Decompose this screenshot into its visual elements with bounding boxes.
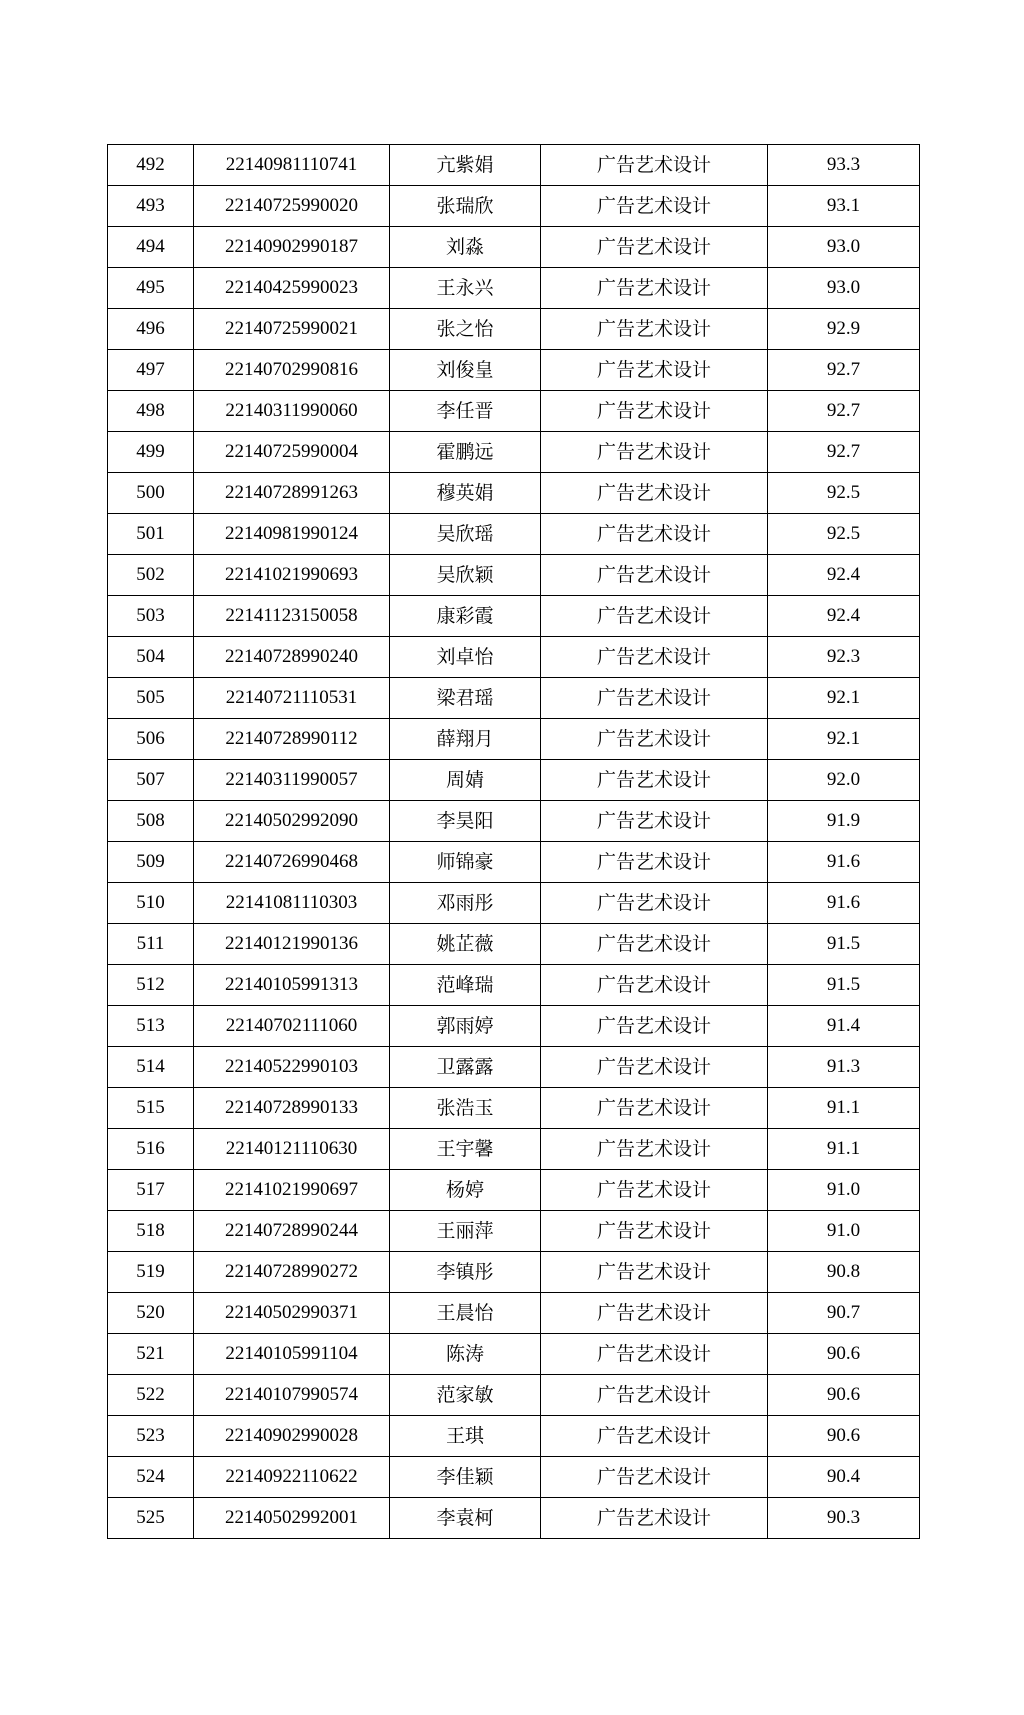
seq-cell: 504	[108, 637, 194, 678]
table-row	[108, 1129, 920, 1170]
name-cell: 亢紫娟	[390, 145, 541, 186]
major-cell: 广告艺术设计	[541, 473, 768, 514]
score-cell: 91.1	[768, 1129, 920, 1170]
table-row	[108, 1457, 920, 1498]
exam-id-cell: 22140728990133	[194, 1088, 390, 1129]
name-cell: 刘卓怡	[390, 637, 541, 678]
major-cell: 广告艺术设计	[541, 1416, 768, 1457]
exam-id-cell: 22141123150058	[194, 596, 390, 637]
table-row	[108, 1375, 920, 1416]
name-cell: 梁君瑶	[390, 678, 541, 719]
score-cell: 92.4	[768, 555, 920, 596]
seq-cell: 508	[108, 801, 194, 842]
name-cell: 刘淼	[390, 227, 541, 268]
table-row	[108, 309, 920, 350]
major-cell: 广告艺术设计	[541, 924, 768, 965]
seq-cell: 523	[108, 1416, 194, 1457]
name-cell: 王晨怡	[390, 1293, 541, 1334]
seq-cell: 520	[108, 1293, 194, 1334]
major-cell: 广告艺术设计	[541, 555, 768, 596]
exam-id-cell: 22140728990272	[194, 1252, 390, 1293]
name-cell: 李任晋	[390, 391, 541, 432]
major-cell: 广告艺术设计	[541, 1088, 768, 1129]
seq-cell: 494	[108, 227, 194, 268]
exam-id-cell: 22141021990693	[194, 555, 390, 596]
name-cell: 吴欣瑶	[390, 514, 541, 555]
exam-id-cell: 22140981110741	[194, 145, 390, 186]
score-cell: 92.9	[768, 309, 920, 350]
table-row	[108, 227, 920, 268]
score-table-body	[108, 145, 920, 1539]
name-cell: 刘俊皇	[390, 350, 541, 391]
score-cell: 90.7	[768, 1293, 920, 1334]
score-cell: 92.1	[768, 678, 920, 719]
score-cell: 91.0	[768, 1170, 920, 1211]
name-cell: 霍鹏远	[390, 432, 541, 473]
name-cell: 张瑞欣	[390, 186, 541, 227]
seq-cell: 514	[108, 1047, 194, 1088]
exam-id-cell: 22140728991263	[194, 473, 390, 514]
seq-cell: 522	[108, 1375, 194, 1416]
name-cell: 卫露露	[390, 1047, 541, 1088]
name-cell: 李镇彤	[390, 1252, 541, 1293]
name-cell: 李袁柯	[390, 1498, 541, 1539]
table-row	[108, 1293, 920, 1334]
name-cell: 李昊阳	[390, 801, 541, 842]
name-cell: 杨婷	[390, 1170, 541, 1211]
table-row	[108, 1252, 920, 1293]
name-cell: 薛翔月	[390, 719, 541, 760]
exam-id-cell: 22140502990371	[194, 1293, 390, 1334]
major-cell: 广告艺术设计	[541, 883, 768, 924]
seq-cell: 519	[108, 1252, 194, 1293]
table-row	[108, 1088, 920, 1129]
exam-id-cell: 22140725990021	[194, 309, 390, 350]
table-row	[108, 760, 920, 801]
major-cell: 广告艺术设计	[541, 1375, 768, 1416]
score-cell: 91.3	[768, 1047, 920, 1088]
name-cell: 王琪	[390, 1416, 541, 1457]
major-cell: 广告艺术设计	[541, 186, 768, 227]
score-cell: 91.5	[768, 965, 920, 1006]
score-cell: 90.3	[768, 1498, 920, 1539]
name-cell: 王永兴	[390, 268, 541, 309]
seq-cell: 507	[108, 760, 194, 801]
score-cell: 92.5	[768, 473, 920, 514]
score-cell: 91.6	[768, 883, 920, 924]
major-cell: 广告艺术设计	[541, 596, 768, 637]
seq-cell: 493	[108, 186, 194, 227]
seq-cell: 521	[108, 1334, 194, 1375]
score-cell: 91.9	[768, 801, 920, 842]
seq-cell: 506	[108, 719, 194, 760]
major-cell: 广告艺术设计	[541, 432, 768, 473]
exam-id-cell: 22140311990060	[194, 391, 390, 432]
table-row	[108, 1498, 920, 1539]
major-cell: 广告艺术设计	[541, 678, 768, 719]
table-row	[108, 965, 920, 1006]
exam-id-cell: 22140522990103	[194, 1047, 390, 1088]
seq-cell: 524	[108, 1457, 194, 1498]
exam-id-cell: 22140702111060	[194, 1006, 390, 1047]
exam-id-cell: 22140902990028	[194, 1416, 390, 1457]
seq-cell: 512	[108, 965, 194, 1006]
name-cell: 康彩霞	[390, 596, 541, 637]
table-row	[108, 883, 920, 924]
seq-cell: 513	[108, 1006, 194, 1047]
table-row	[108, 596, 920, 637]
score-cell: 93.0	[768, 268, 920, 309]
name-cell: 吴欣颖	[390, 555, 541, 596]
table-row	[108, 514, 920, 555]
major-cell: 广告艺术设计	[541, 1129, 768, 1170]
seq-cell: 511	[108, 924, 194, 965]
name-cell: 李佳颖	[390, 1457, 541, 1498]
exam-id-cell: 22140721110531	[194, 678, 390, 719]
exam-id-cell: 22140728990112	[194, 719, 390, 760]
exam-id-cell: 22140728990240	[194, 637, 390, 678]
name-cell: 周婧	[390, 760, 541, 801]
seq-cell: 505	[108, 678, 194, 719]
major-cell: 广告艺术设计	[541, 1334, 768, 1375]
table-row	[108, 1211, 920, 1252]
seq-cell: 518	[108, 1211, 194, 1252]
score-cell: 92.1	[768, 719, 920, 760]
name-cell: 范家敏	[390, 1375, 541, 1416]
score-cell: 93.1	[768, 186, 920, 227]
table-row	[108, 1416, 920, 1457]
score-cell: 90.6	[768, 1375, 920, 1416]
score-cell: 91.1	[768, 1088, 920, 1129]
major-cell: 广告艺术设计	[541, 1293, 768, 1334]
score-cell: 92.3	[768, 637, 920, 678]
major-cell: 广告艺术设计	[541, 350, 768, 391]
exam-id-cell: 22140728990244	[194, 1211, 390, 1252]
seq-cell: 503	[108, 596, 194, 637]
exam-id-cell: 22140105991104	[194, 1334, 390, 1375]
major-cell: 广告艺术设计	[541, 637, 768, 678]
major-cell: 广告艺术设计	[541, 801, 768, 842]
exam-id-cell: 22140902990187	[194, 227, 390, 268]
score-cell: 91.5	[768, 924, 920, 965]
seq-cell: 525	[108, 1498, 194, 1539]
score-cell: 92.5	[768, 514, 920, 555]
name-cell: 邓雨彤	[390, 883, 541, 924]
table-row	[108, 801, 920, 842]
score-cell: 93.0	[768, 227, 920, 268]
name-cell: 穆英娟	[390, 473, 541, 514]
major-cell: 广告艺术设计	[541, 145, 768, 186]
major-cell: 广告艺术设计	[541, 1170, 768, 1211]
seq-cell: 499	[108, 432, 194, 473]
seq-cell: 515	[108, 1088, 194, 1129]
major-cell: 广告艺术设计	[541, 1006, 768, 1047]
major-cell: 广告艺术设计	[541, 719, 768, 760]
major-cell: 广告艺术设计	[541, 514, 768, 555]
table-row	[108, 391, 920, 432]
name-cell: 师锦豪	[390, 842, 541, 883]
table-row	[108, 555, 920, 596]
table-row	[108, 1334, 920, 1375]
name-cell: 王丽萍	[390, 1211, 541, 1252]
table-row	[108, 268, 920, 309]
table-row	[108, 186, 920, 227]
name-cell: 陈涛	[390, 1334, 541, 1375]
table-row	[108, 1006, 920, 1047]
score-cell: 90.4	[768, 1457, 920, 1498]
seq-cell: 500	[108, 473, 194, 514]
score-cell: 92.7	[768, 391, 920, 432]
seq-cell: 516	[108, 1129, 194, 1170]
major-cell: 广告艺术设计	[541, 1047, 768, 1088]
major-cell: 广告艺术设计	[541, 227, 768, 268]
exam-id-cell: 22140981990124	[194, 514, 390, 555]
major-cell: 广告艺术设计	[541, 965, 768, 1006]
major-cell: 广告艺术设计	[541, 1457, 768, 1498]
table-row	[108, 350, 920, 391]
seq-cell: 495	[108, 268, 194, 309]
score-cell: 93.3	[768, 145, 920, 186]
score-cell: 91.6	[768, 842, 920, 883]
score-cell: 91.0	[768, 1211, 920, 1252]
score-cell: 92.4	[768, 596, 920, 637]
table-row	[108, 678, 920, 719]
name-cell: 张之怡	[390, 309, 541, 350]
table-row	[108, 145, 920, 186]
exam-id-cell: 22140105991313	[194, 965, 390, 1006]
table-row	[108, 637, 920, 678]
seq-cell: 492	[108, 145, 194, 186]
name-cell: 张浩玉	[390, 1088, 541, 1129]
exam-id-cell: 22140311990057	[194, 760, 390, 801]
table-row	[108, 924, 920, 965]
exam-id-cell: 22140425990023	[194, 268, 390, 309]
score-cell: 90.6	[768, 1334, 920, 1375]
major-cell: 广告艺术设计	[541, 842, 768, 883]
exam-id-cell: 22140725990020	[194, 186, 390, 227]
score-cell: 92.0	[768, 760, 920, 801]
seq-cell: 496	[108, 309, 194, 350]
seq-cell: 498	[108, 391, 194, 432]
exam-id-cell: 22140502992001	[194, 1498, 390, 1539]
table-row	[108, 473, 920, 514]
seq-cell: 502	[108, 555, 194, 596]
seq-cell: 509	[108, 842, 194, 883]
exam-id-cell: 22141081110303	[194, 883, 390, 924]
table-row	[108, 1047, 920, 1088]
name-cell: 范峰瑞	[390, 965, 541, 1006]
exam-id-cell: 22140107990574	[194, 1375, 390, 1416]
exam-id-cell: 22140726990468	[194, 842, 390, 883]
table-row	[108, 842, 920, 883]
exam-id-cell: 22141021990697	[194, 1170, 390, 1211]
exam-id-cell: 22140121990136	[194, 924, 390, 965]
score-table	[107, 144, 920, 1539]
exam-id-cell: 22140502992090	[194, 801, 390, 842]
exam-id-cell: 22140702990816	[194, 350, 390, 391]
score-cell: 92.7	[768, 432, 920, 473]
table-row	[108, 719, 920, 760]
major-cell: 广告艺术设计	[541, 1498, 768, 1539]
score-cell: 90.6	[768, 1416, 920, 1457]
seq-cell: 517	[108, 1170, 194, 1211]
score-cell: 91.4	[768, 1006, 920, 1047]
seq-cell: 497	[108, 350, 194, 391]
score-cell: 92.7	[768, 350, 920, 391]
exam-id-cell: 22140725990004	[194, 432, 390, 473]
score-cell: 90.8	[768, 1252, 920, 1293]
major-cell: 广告艺术设计	[541, 1252, 768, 1293]
major-cell: 广告艺术设计	[541, 1211, 768, 1252]
major-cell: 广告艺术设计	[541, 268, 768, 309]
table-row	[108, 432, 920, 473]
name-cell: 郭雨婷	[390, 1006, 541, 1047]
exam-id-cell: 22140121110630	[194, 1129, 390, 1170]
seq-cell: 501	[108, 514, 194, 555]
exam-id-cell: 22140922110622	[194, 1457, 390, 1498]
seq-cell: 510	[108, 883, 194, 924]
major-cell: 广告艺术设计	[541, 391, 768, 432]
name-cell: 姚芷薇	[390, 924, 541, 965]
major-cell: 广告艺术设计	[541, 309, 768, 350]
table-row	[108, 1170, 920, 1211]
name-cell: 王宇馨	[390, 1129, 541, 1170]
major-cell: 广告艺术设计	[541, 760, 768, 801]
